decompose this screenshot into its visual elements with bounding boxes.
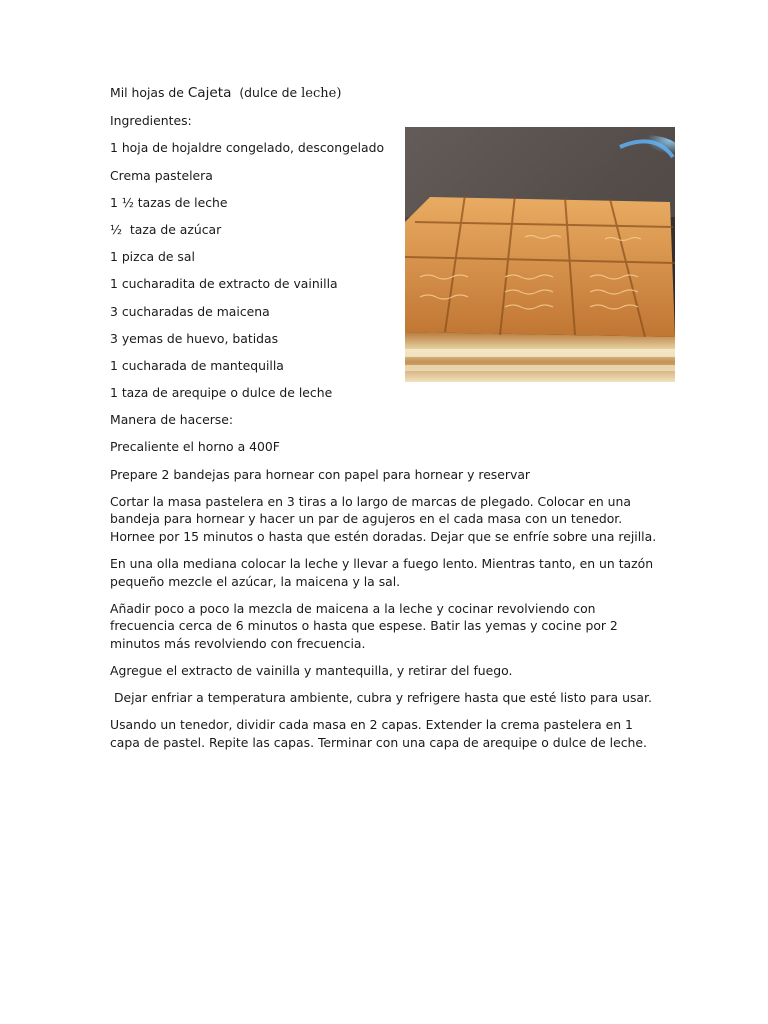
ingredient-item: 1 cucharada de mantequilla: [110, 357, 284, 373]
method-step: Dejar enfriar a temperatura ambiente, cubra y refrigere hasta que esté listo para usar.: [110, 689, 652, 705]
method-step: Precaliente el horno a 400F: [110, 439, 280, 455]
mil-hojas-photo: [405, 127, 675, 382]
method-step: En una olla mediana colocar la leche y llevar a fuego lento. Mientras tanto, en un tazón pequeño mezcle el azúcar, la maicena y la sal.: [110, 555, 654, 589]
ingredient-item: Crema pastelera: [110, 167, 213, 183]
title-part-4: leche: [301, 86, 337, 101]
ingredient-item: 1 pizca de sal: [110, 249, 195, 265]
method-step: Usando un tenedor, dividir cada masa en 2 capas. Extender la crema pastelera en 1 capa de pastel. Repite las capas. Terminar con una capa de arequipe o dulce de leche.: [110, 717, 647, 750]
method-step: Prepare 2 bandejas para hornear con papel para hornear y reservar: [110, 466, 531, 482]
recipe-title: [110, 84, 658, 103]
method-step: Cortar la masa pastelera en 3 tiras a lo largo de marcas de plegado. Colocar en una bandeja para hornear y hacer un par de agujeros en el cada masa con un tenedor. Hornee por 15 minutos o hasta que estén doradas. Dejar que se enfríe sobre una rejilla.: [110, 493, 657, 544]
method-heading: Manera de hacerse:: [110, 412, 234, 428]
method-step: Agregue el extracto de vainilla y mantequilla, y retirar del fuego.: [110, 662, 513, 678]
ingredient-item: 3 yemas de huevo, batidas: [110, 330, 279, 346]
dessert-image: [405, 127, 675, 382]
ingredients-heading: Ingredientes:: [110, 113, 192, 129]
ingredient-item: 1 cucharadita de extracto de vainilla: [110, 276, 338, 292]
ingredient-item: 1 taza de arequipe o dulce de leche: [110, 385, 333, 401]
ingredient-item: 3 cucharadas de maicena: [110, 303, 270, 319]
title-part-1: Mil hojas de: [110, 85, 188, 100]
ingredient-item: 1 ½ tazas de leche: [110, 194, 228, 210]
ingredient-item: ½ taza de azúcar: [110, 221, 222, 237]
title-part-2: Cajeta: [187, 85, 232, 101]
title-part-3: (dulce de: [231, 85, 302, 100]
method-step: Añadir poco a poco la mezcla de maicena a la leche y cocinar revolviendo con frecuencia cerca de 6 minutos o hasta que espese. Batir las yemas y cocine por 2 minutos más revolviendo con frecuencia.: [110, 600, 618, 651]
title-part-5: ): [336, 86, 342, 101]
ingredient-item: 1 hoja de hojaldre congelado, descongelado: [110, 140, 385, 156]
